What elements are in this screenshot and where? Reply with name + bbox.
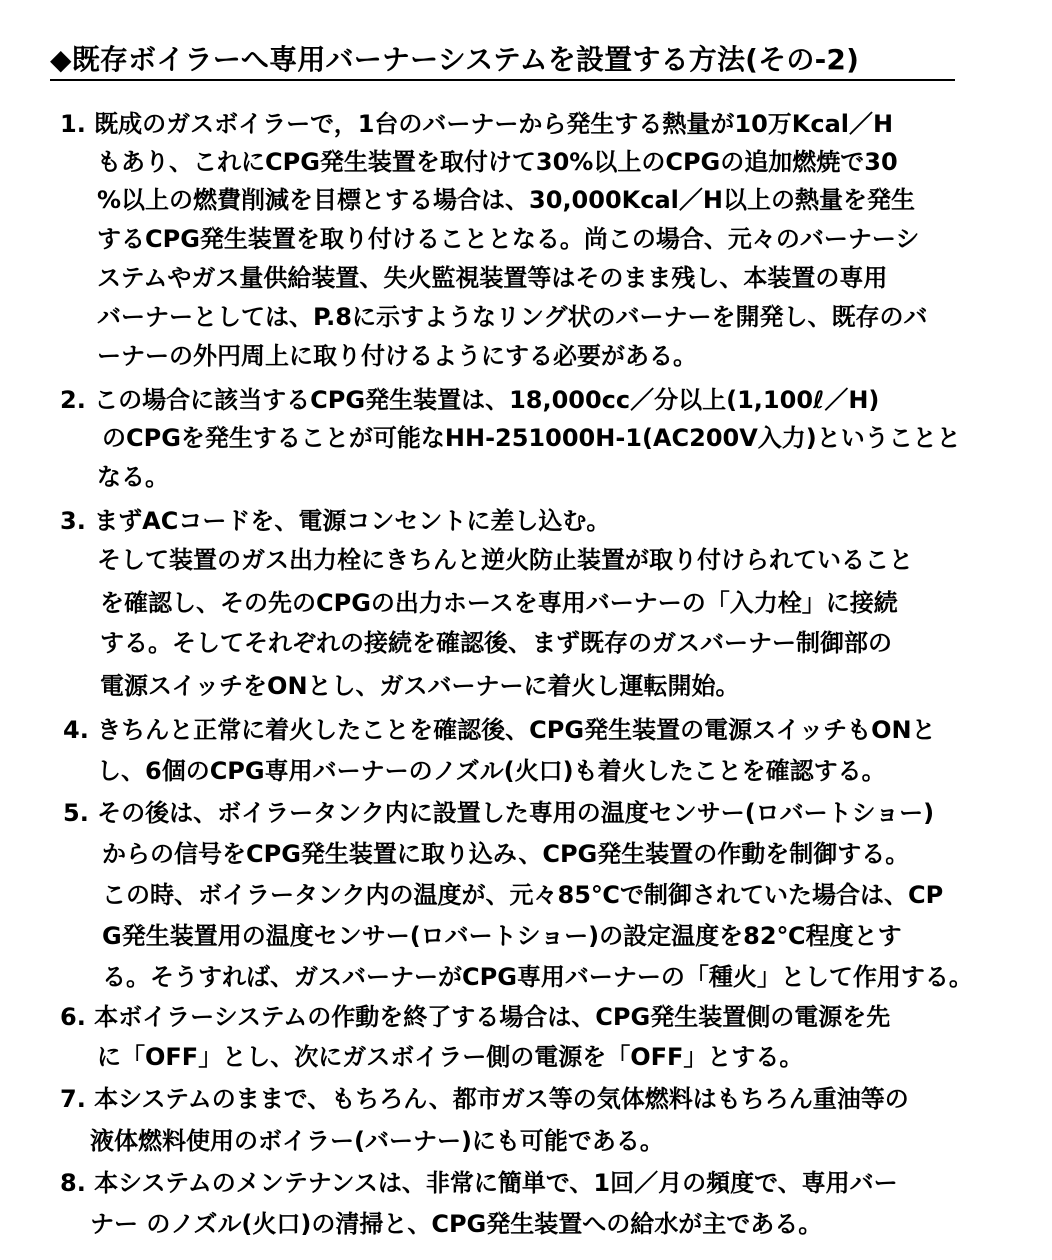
text-line: し、6個のCPG専用バーナーのノズル(火口)も着火したことを確認する。 xyxy=(97,757,886,785)
text-line: 3. まずACコードを、電源コンセントに差し込む。 xyxy=(60,507,611,535)
text-line: 液体燃料使用のボイラー(バーナー)にも可能である。 xyxy=(90,1127,664,1155)
text-line: 1. 既成のガスボイラーで，1台のバーナーから発生する熱量が10万Kcal／H xyxy=(60,110,894,138)
text-line: する。そしてそれぞれの接続を確認後、まず既存のガスバーナー制御部の xyxy=(100,629,892,657)
text-line: 5. その後は、ボイラータンク内に設置した専用の温度センサー(ロバートショー) xyxy=(63,799,935,827)
text-line: %以上の燃費削減を目標とする場合は、30,000Kcal／H以上の熱量を発生 xyxy=(97,186,915,214)
title-underline xyxy=(50,79,955,81)
text-line: するCPG発生装置を取り付けることとなる。尚この場合、元々のバーナーシ xyxy=(97,225,920,253)
text-line: この時、ボイラータンク内の温度が、元々85℃で制御されていた場合は、CP xyxy=(102,881,944,909)
text-line: に「OFF」とし、次にガスボイラー側の電源を「OFF」とする。 xyxy=(97,1043,804,1071)
text-line: 電源スイッチをONとし、ガスバーナーに着火し運転開始。 xyxy=(100,672,740,700)
text-line: ーナーの外円周上に取り付けるようにする必要がある。 xyxy=(97,342,697,370)
text-line: 7. 本システムのままで、もちろん、都市ガス等の気体燃料はもちろん重油等の xyxy=(60,1085,909,1113)
text-line: ナー のノズル(火口)の清掃と、CPG発生装置への給水が主である。 xyxy=(90,1210,823,1238)
text-line: 4. きちんと正常に着火したことを確認後、CPG発生装置の電源スイッチもONと xyxy=(63,716,936,744)
text-line: なる。 xyxy=(97,463,169,491)
text-line: のCPGを発生することが可能なHH-251000H-1(AC200V入力)ということと xyxy=(102,424,961,452)
text-line: バーナーとしては、P.8に示すようなリング状のバーナーを開発し、既存のバ xyxy=(97,303,928,331)
text-line: もあり、これにCPG発生装置を取付けて30%以上のCPGの追加燃焼で30 xyxy=(97,148,898,176)
text-line: る。そうすれば、ガスバーナーがCPG専用バーナーの「種火」として作用する。 xyxy=(102,963,973,991)
page-title: ◆既存ボイラーへ専用バーナーシステムを設置する方法(その-2) xyxy=(50,43,860,76)
text-line: 6. 本ボイラーシステムの作動を終了する場合は、CPG発生装置側の電源を先 xyxy=(60,1003,891,1031)
text-line: 8. 本システムのメンテナンスは、非常に簡単で、1回／月の頻度で、専用バー xyxy=(60,1169,898,1197)
text-line: G発生装置用の温度センサー(ロバートショー)の設定温度を82℃程度とす xyxy=(102,922,902,950)
text-line: を確認し、その先のCPGの出力ホースを専用バーナーの「入力栓」に接続 xyxy=(100,589,898,617)
text-line: ステムやガス量供給装置、失火監視装置等はそのまま残し、本装置の専用 xyxy=(97,264,888,292)
text-line: からの信号をCPG発生装置に取り込み、CPG発生装置の作動を制御する。 xyxy=(102,840,910,868)
text-line: 2. この場合に該当するCPG発生装置は、18,000cc／分以上(1,100ℓ／H) xyxy=(60,386,880,414)
text-line: そして装置のガス出力栓にきちんと逆火防止装置が取り付けられていること xyxy=(97,546,913,574)
